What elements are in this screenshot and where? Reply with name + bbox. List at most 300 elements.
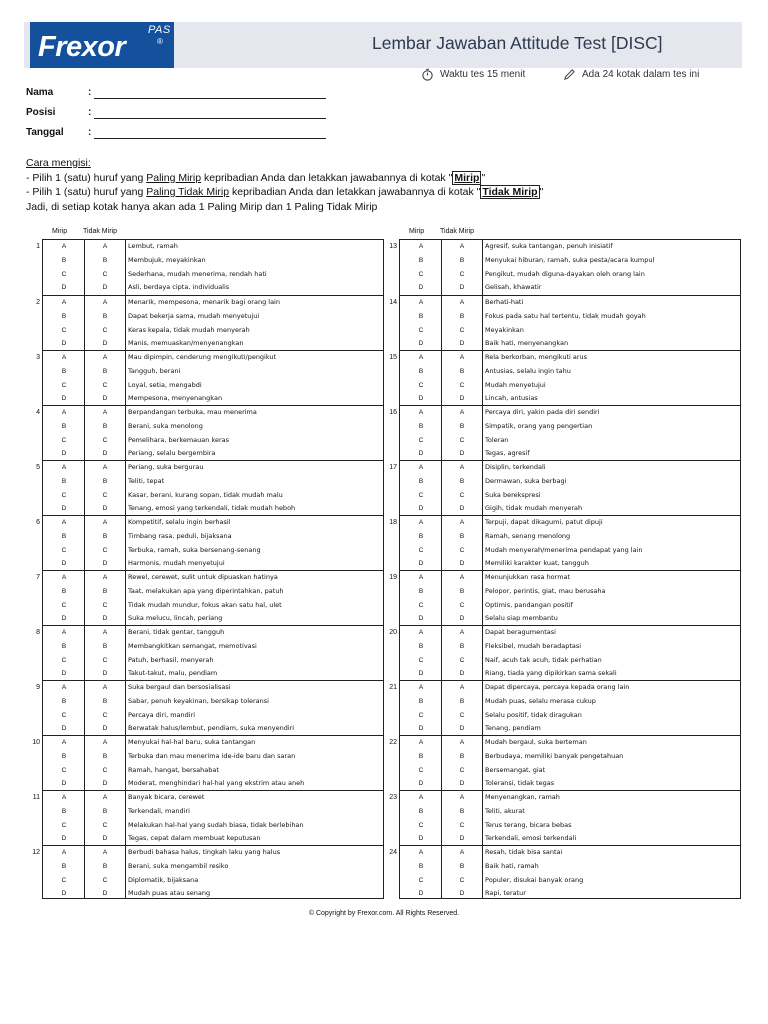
tidak-mirip-choice[interactable]: A bbox=[459, 299, 465, 306]
mirip-choice[interactable]: D bbox=[61, 670, 67, 678]
tidak-mirip-choice[interactable]: C bbox=[459, 326, 465, 334]
mirip-choice[interactable]: A bbox=[418, 684, 424, 691]
answer-row bbox=[43, 557, 383, 571]
tidak-mirip-choice[interactable]: B bbox=[102, 697, 108, 705]
tidak-mirip-choice[interactable]: A bbox=[459, 629, 465, 636]
mirip-choice[interactable]: D bbox=[61, 284, 67, 292]
mirip-choice[interactable]: B bbox=[61, 642, 67, 650]
answer-row bbox=[43, 351, 383, 365]
answer-row bbox=[400, 667, 740, 681]
question-number: 20 bbox=[389, 629, 397, 636]
mirip-choice[interactable]: A bbox=[61, 409, 67, 416]
mirip-choice[interactable]: A bbox=[418, 629, 424, 636]
question-group bbox=[389, 240, 740, 295]
tidak-mirip-choice[interactable]: B bbox=[102, 422, 108, 430]
tidak-mirip-choice[interactable]: D bbox=[102, 450, 108, 458]
question-number: 5 bbox=[36, 464, 40, 471]
tidak-mirip-choice[interactable]: A bbox=[102, 794, 108, 801]
tidak-mirip-choice[interactable]: A bbox=[102, 243, 108, 250]
mirip-choice[interactable]: B bbox=[61, 587, 67, 595]
tidak-mirip-choice[interactable]: A bbox=[102, 849, 108, 856]
statement-text: Memiliki karakter kuat, tangguh bbox=[485, 559, 589, 568]
answer-row bbox=[43, 722, 383, 736]
answer-row bbox=[400, 750, 740, 764]
mirip-choice[interactable]: B bbox=[418, 587, 424, 595]
question-number: 23 bbox=[389, 794, 397, 801]
tidak-mirip-choice[interactable]: B bbox=[459, 807, 465, 815]
mirip-choice[interactable]: A bbox=[61, 243, 67, 250]
tidak-mirip-choice[interactable]: C bbox=[459, 711, 465, 719]
answer-row bbox=[43, 337, 383, 351]
statement-text: Berani, suka mengambil resiko bbox=[128, 861, 229, 870]
answer-row bbox=[400, 392, 740, 406]
mirip-choice[interactable]: D bbox=[61, 560, 67, 568]
mirip-choice[interactable]: A bbox=[61, 684, 67, 691]
tidak-mirip-choice[interactable]: B bbox=[102, 807, 108, 815]
statement-text: Mudah puas atau senang bbox=[128, 889, 211, 898]
answer-row bbox=[400, 557, 740, 571]
question-group bbox=[389, 845, 740, 900]
tidak-mirip-choice[interactable]: C bbox=[102, 546, 108, 554]
mirip-choice[interactable]: A bbox=[418, 354, 424, 361]
tidak-mirip-choice[interactable]: B bbox=[459, 697, 465, 705]
tidak-mirip-choice[interactable]: D bbox=[102, 670, 108, 678]
mirip-choice[interactable]: B bbox=[61, 697, 67, 705]
tidak-mirip-choice[interactable]: D bbox=[459, 890, 465, 898]
tidak-mirip-choice[interactable]: C bbox=[459, 436, 465, 444]
tidak-mirip-choice[interactable]: C bbox=[102, 270, 108, 278]
question-number: 2 bbox=[36, 299, 40, 306]
tidak-mirip-choice[interactable]: D bbox=[102, 615, 108, 623]
statement-text: Mudah menyerah/menerima pendapat yang lain bbox=[485, 545, 643, 554]
answer-row bbox=[43, 502, 383, 516]
statement-text: Lincah, antusias bbox=[485, 394, 538, 403]
mirip-choice[interactable]: C bbox=[61, 656, 67, 664]
tidak-mirip-choice[interactable]: A bbox=[102, 629, 108, 636]
question-group bbox=[389, 405, 740, 460]
mirip-choice[interactable]: D bbox=[418, 284, 424, 292]
answer-row bbox=[43, 544, 383, 558]
mirip-choice[interactable]: D bbox=[418, 560, 424, 568]
mirip-choice[interactable]: C bbox=[418, 326, 424, 334]
mirip-choice[interactable]: A bbox=[418, 849, 424, 856]
time-note-text: Waktu tes 15 menit bbox=[440, 68, 526, 80]
tidak-mirip-choice[interactable]: D bbox=[459, 340, 465, 348]
tidak-mirip-choice[interactable]: A bbox=[459, 464, 465, 471]
mirip-choice[interactable]: D bbox=[61, 615, 67, 623]
tidak-mirip-choice[interactable]: C bbox=[102, 656, 108, 664]
mirip-choice[interactable]: D bbox=[61, 340, 67, 348]
statement-text: Teliti, tepat bbox=[128, 476, 165, 485]
mirip-choice[interactable]: D bbox=[418, 780, 424, 788]
question-number: 4 bbox=[36, 409, 40, 416]
tidak-mirip-choice[interactable]: B bbox=[459, 752, 465, 760]
tidak-mirip-choice[interactable]: D bbox=[102, 340, 108, 348]
answer-row bbox=[400, 777, 740, 791]
mirip-choice[interactable]: C bbox=[61, 876, 67, 884]
statement-text: Periang, suka bergurau bbox=[128, 463, 204, 471]
mirip-choice[interactable]: B bbox=[418, 422, 424, 430]
answer-row bbox=[43, 434, 383, 448]
statement-text: Berani, tidak gentar, tangguh bbox=[128, 628, 225, 636]
mirip-choice[interactable]: C bbox=[418, 436, 424, 444]
question-number: 10 bbox=[32, 739, 40, 746]
mirip-choice[interactable]: C bbox=[61, 270, 67, 278]
statement-text: Kasar, berani, kurang sopan, tidak mudah malu bbox=[128, 490, 283, 499]
statement-text: Teliti, akurat bbox=[485, 806, 525, 815]
tidak-mirip-choice[interactable]: A bbox=[459, 519, 465, 526]
mirip-choice[interactable]: A bbox=[418, 574, 424, 581]
tidak-mirip-choice[interactable]: A bbox=[459, 574, 465, 581]
statement-text: Berbudaya, memiliki banyak pengetahuan bbox=[485, 751, 624, 760]
tidak-mirip-choice[interactable]: C bbox=[102, 876, 108, 884]
field-blank-line[interactable] bbox=[94, 138, 326, 139]
answer-row bbox=[43, 654, 383, 668]
statement-text: Riang, tiada yang dipikirkan sama sekali bbox=[485, 669, 617, 678]
tidak-mirip-choice[interactable]: C bbox=[459, 270, 465, 278]
statement-text: Loyal, setia, mengabdi bbox=[128, 380, 202, 389]
answer-row bbox=[43, 296, 383, 310]
mirip-choice[interactable]: A bbox=[61, 354, 67, 361]
tidak-mirip-choice[interactable]: D bbox=[459, 615, 465, 623]
mirip-choice[interactable]: D bbox=[418, 725, 424, 733]
answer-row bbox=[43, 420, 383, 434]
mirip-choice[interactable]: B bbox=[418, 752, 424, 760]
tidak-mirip-choice[interactable]: B bbox=[459, 256, 465, 264]
frexor-logo bbox=[30, 22, 174, 68]
field-blank-line[interactable] bbox=[94, 98, 326, 99]
question-group bbox=[32, 735, 383, 790]
question-number: 18 bbox=[389, 519, 397, 526]
mirip-choice[interactable]: B bbox=[418, 532, 424, 540]
mirip-choice[interactable]: D bbox=[418, 340, 424, 348]
answer-row bbox=[43, 447, 383, 461]
tidak-mirip-choice[interactable]: D bbox=[102, 284, 108, 292]
tidak-mirip-choice[interactable]: D bbox=[459, 395, 465, 403]
mirip-choice[interactable]: A bbox=[418, 739, 424, 746]
tidak-mirip-choice[interactable]: A bbox=[459, 354, 465, 361]
mirip-choice[interactable]: D bbox=[61, 890, 67, 898]
mirip-choice[interactable]: D bbox=[61, 725, 67, 733]
answer-row bbox=[43, 860, 383, 874]
answer-row bbox=[43, 599, 383, 613]
answer-row bbox=[400, 324, 740, 338]
statement-text: Diplomatik, bijaksana bbox=[128, 875, 199, 884]
answer-row bbox=[400, 585, 740, 599]
mirip-choice[interactable]: B bbox=[418, 312, 424, 320]
answer-row bbox=[43, 626, 383, 640]
question-number: 24 bbox=[389, 849, 397, 856]
tidak-mirip-choice[interactable]: C bbox=[102, 436, 108, 444]
tidak-mirip-choice[interactable]: C bbox=[459, 546, 465, 554]
logo-pas-label: PAS bbox=[148, 24, 171, 36]
tidak-mirip-choice[interactable]: B bbox=[459, 367, 465, 375]
mirip-choice[interactable]: A bbox=[61, 794, 67, 801]
mirip-choice[interactable]: A bbox=[61, 629, 67, 636]
tidak-mirip-choice[interactable]: D bbox=[459, 780, 465, 788]
tidak-mirip-choice[interactable]: D bbox=[459, 670, 465, 678]
mirip-choice[interactable]: B bbox=[61, 477, 67, 485]
tidak-mirip-choice[interactable]: D bbox=[459, 450, 465, 458]
tidak-mirip-choice[interactable]: C bbox=[459, 601, 465, 609]
pencil-icon bbox=[563, 68, 576, 81]
tidak-mirip-choice[interactable]: A bbox=[459, 243, 465, 250]
mirip-choice[interactable]: B bbox=[61, 532, 67, 540]
mirip-choice[interactable]: C bbox=[418, 546, 424, 554]
statement-text: Menyukai hal-hal baru, suka tantangan bbox=[128, 738, 256, 746]
statement-text: Resah, tidak bisa santai bbox=[485, 848, 563, 856]
tidak-mirip-choice[interactable]: A bbox=[102, 684, 108, 691]
tidak-mirip-choice[interactable]: D bbox=[102, 395, 108, 403]
statement-text: Dapat bekerja sama, mudah menyetujui bbox=[128, 311, 260, 320]
tidak-mirip-choice[interactable]: A bbox=[102, 464, 108, 471]
statement-text: Terpuji, dapat dikagumi, patut dipuji bbox=[485, 518, 603, 526]
answer-row bbox=[400, 874, 740, 888]
tidak-mirip-choice[interactable]: D bbox=[102, 505, 108, 513]
mirip-choice[interactable]: A bbox=[418, 299, 424, 306]
mirip-choice[interactable]: A bbox=[418, 794, 424, 801]
tidak-mirip-choice[interactable]: C bbox=[459, 381, 465, 389]
question-number: 12 bbox=[32, 849, 40, 856]
tidak-mirip-choice[interactable]: C bbox=[102, 821, 108, 829]
field-blank-line[interactable] bbox=[94, 118, 326, 119]
tidak-mirip-choice[interactable]: D bbox=[102, 725, 108, 733]
tidak-mirip-choice[interactable]: A bbox=[459, 849, 465, 856]
mirip-choice[interactable]: C bbox=[61, 326, 67, 334]
question-group bbox=[389, 735, 740, 790]
tidak-mirip-choice[interactable]: A bbox=[459, 409, 465, 416]
mirip-choice[interactable]: B bbox=[61, 256, 67, 264]
answer-row bbox=[400, 571, 740, 585]
mirip-choice[interactable]: C bbox=[418, 601, 424, 609]
tidak-mirip-choice[interactable]: D bbox=[102, 890, 108, 898]
answer-row bbox=[43, 392, 383, 406]
mirip-choice[interactable]: B bbox=[418, 697, 424, 705]
mirip-choice[interactable]: A bbox=[61, 739, 67, 746]
mirip-choice[interactable]: A bbox=[61, 299, 67, 306]
mirip-choice[interactable]: D bbox=[418, 615, 424, 623]
answer-row bbox=[400, 626, 740, 640]
mirip-choice[interactable]: C bbox=[61, 711, 67, 719]
question-number: 6 bbox=[36, 519, 40, 526]
mirip-choice[interactable]: D bbox=[61, 505, 67, 513]
answer-row bbox=[400, 281, 740, 295]
mirip-choice[interactable]: B bbox=[61, 862, 67, 870]
statement-text: Ramah, hangat, bersahabat bbox=[128, 765, 219, 774]
question-group bbox=[389, 570, 740, 625]
statement-text: Mudah puas, selalu merasa cukup bbox=[485, 696, 596, 705]
mirip-choice[interactable]: B bbox=[418, 367, 424, 375]
tidak-mirip-choice[interactable]: C bbox=[102, 491, 108, 499]
tidak-mirip-choice[interactable]: B bbox=[102, 477, 108, 485]
mirip-choice[interactable]: C bbox=[418, 711, 424, 719]
tidak-mirip-choice[interactable]: B bbox=[102, 862, 108, 870]
mirip-choice[interactable]: C bbox=[61, 601, 67, 609]
statement-text: Timbang rasa, peduli, bijaksana bbox=[128, 531, 232, 540]
question-group bbox=[389, 295, 740, 350]
statement-text: Berpandangan terbuka, mau menerima bbox=[128, 408, 257, 416]
answer-row bbox=[400, 681, 740, 695]
answer-row bbox=[43, 667, 383, 681]
tidak-mirip-choice[interactable]: D bbox=[102, 780, 108, 788]
answer-row bbox=[43, 324, 383, 338]
tidak-mirip-choice[interactable]: B bbox=[459, 642, 465, 650]
logo-wordmark: Frexor bbox=[38, 31, 126, 63]
statement-text: Berbudi bahasa halus, tingkah laku yang halus bbox=[128, 848, 281, 856]
tidak-mirip-choice[interactable]: B bbox=[459, 477, 465, 485]
statement-text: Tenang, pendiam bbox=[485, 724, 541, 733]
mirip-choice[interactable]: C bbox=[418, 656, 424, 664]
mirip-choice[interactable]: D bbox=[418, 395, 424, 403]
question-group bbox=[389, 625, 740, 680]
tidak-mirip-choice[interactable]: B bbox=[102, 642, 108, 650]
tidak-mirip-choice[interactable]: C bbox=[459, 766, 465, 774]
tidak-mirip-choice[interactable]: B bbox=[102, 752, 108, 760]
answer-row bbox=[43, 819, 383, 833]
mirip-choice[interactable]: D bbox=[418, 670, 424, 678]
statement-text: Membangkitkan semangat, memotivasi bbox=[128, 641, 257, 650]
mirip-choice[interactable]: A bbox=[418, 464, 424, 471]
mirip-choice[interactable]: C bbox=[418, 876, 424, 884]
mirip-choice[interactable]: C bbox=[418, 270, 424, 278]
mirip-choice[interactable]: D bbox=[418, 505, 424, 513]
tidak-mirip-choice[interactable]: A bbox=[102, 299, 108, 306]
mirip-choice[interactable]: A bbox=[418, 519, 424, 526]
mirip-choice[interactable]: A bbox=[418, 409, 424, 416]
tidak-mirip-choice[interactable]: C bbox=[102, 326, 108, 334]
mirip-choice[interactable]: C bbox=[418, 491, 424, 499]
mirip-choice[interactable]: B bbox=[61, 312, 67, 320]
question-number: 22 bbox=[389, 739, 397, 746]
tidak-mirip-choice[interactable]: D bbox=[459, 835, 465, 843]
answer-row bbox=[400, 709, 740, 723]
answer-row bbox=[43, 281, 383, 295]
answer-row bbox=[400, 860, 740, 874]
answer-table-left bbox=[32, 239, 384, 899]
mirip-choice[interactable]: A bbox=[61, 849, 67, 856]
mirip-choice[interactable]: B bbox=[61, 422, 67, 430]
answer-row bbox=[400, 887, 740, 901]
mirip-choice[interactable]: B bbox=[61, 807, 67, 815]
answer-row bbox=[400, 351, 740, 365]
statement-text: Populer, disukai banyak orang bbox=[485, 875, 584, 884]
tidak-mirip-choice[interactable]: C bbox=[102, 711, 108, 719]
mirip-choice[interactable]: C bbox=[61, 436, 67, 444]
tidak-mirip-choice[interactable]: B bbox=[102, 256, 108, 264]
statement-text: Tenang, emosi yang terkendali, tidak mudah heboh bbox=[128, 504, 296, 513]
mirip-choice[interactable]: C bbox=[418, 821, 424, 829]
tidak-mirip-choice[interactable]: C bbox=[102, 766, 108, 774]
question-number: 19 bbox=[389, 574, 397, 581]
mirip-choice[interactable]: C bbox=[61, 381, 67, 389]
mirip-choice[interactable]: D bbox=[61, 450, 67, 458]
mirip-choice[interactable]: C bbox=[61, 546, 67, 554]
tidak-mirip-choice[interactable]: B bbox=[459, 532, 465, 540]
mirip-choice[interactable]: C bbox=[61, 491, 67, 499]
tidak-mirip-choice[interactable]: B bbox=[102, 587, 108, 595]
mirip-choice[interactable]: A bbox=[61, 464, 67, 471]
mirip-choice[interactable]: C bbox=[61, 821, 67, 829]
tidak-mirip-choice[interactable]: B bbox=[459, 587, 465, 595]
tidak-mirip-choice[interactable]: D bbox=[102, 835, 108, 843]
answer-row bbox=[43, 379, 383, 393]
tidak-mirip-choice[interactable]: C bbox=[459, 821, 465, 829]
statement-text: Membujuk, meyakinkan bbox=[128, 255, 206, 264]
question-group bbox=[389, 680, 740, 735]
tidak-mirip-choice[interactable]: C bbox=[102, 381, 108, 389]
mirip-choice[interactable]: D bbox=[61, 835, 67, 843]
mirip-choice[interactable]: A bbox=[61, 574, 67, 581]
answer-table-right bbox=[389, 239, 741, 899]
mirip-choice[interactable]: C bbox=[418, 381, 424, 389]
answer-row bbox=[400, 502, 740, 516]
question-group bbox=[36, 350, 383, 405]
tidak-mirip-choice[interactable]: D bbox=[102, 560, 108, 568]
tidak-mirip-choice[interactable]: D bbox=[459, 505, 465, 513]
mirip-choice[interactable]: B bbox=[418, 477, 424, 485]
mirip-choice[interactable]: A bbox=[61, 519, 67, 526]
tidak-mirip-choice[interactable]: C bbox=[459, 491, 465, 499]
answer-row bbox=[43, 585, 383, 599]
mirip-choice[interactable]: D bbox=[418, 890, 424, 898]
mirip-choice[interactable]: C bbox=[418, 766, 424, 774]
tidak-mirip-choice[interactable]: A bbox=[102, 739, 108, 746]
answer-row bbox=[400, 254, 740, 268]
statement-text: Melakukan hal-hal yang sudah biasa, tidak berlebihan bbox=[128, 820, 304, 829]
mirip-choice[interactable]: B bbox=[418, 807, 424, 815]
mirip-choice[interactable]: D bbox=[418, 835, 424, 843]
mirip-choice[interactable]: C bbox=[61, 766, 67, 774]
tidak-mirip-choice[interactable]: A bbox=[102, 519, 108, 526]
mirip-choice[interactable]: D bbox=[418, 450, 424, 458]
mirip-choice[interactable]: B bbox=[418, 256, 424, 264]
tidak-mirip-choice[interactable]: B bbox=[102, 312, 108, 320]
tidak-mirip-choice[interactable]: C bbox=[459, 876, 465, 884]
column-header-tidak-mirip: Tidak Mirip bbox=[83, 228, 117, 235]
statement-text: Menyukai hiburan, ramah, suka pesta/acara kumpul bbox=[485, 255, 655, 264]
answer-row bbox=[43, 750, 383, 764]
mirip-choice[interactable]: B bbox=[418, 862, 424, 870]
tidak-mirip-choice[interactable]: B bbox=[102, 532, 108, 540]
mirip-choice[interactable]: A bbox=[418, 243, 424, 250]
mirip-choice[interactable]: D bbox=[61, 395, 67, 403]
field-colon: : bbox=[88, 127, 92, 138]
tidak-mirip-choice[interactable]: C bbox=[459, 656, 465, 664]
mirip-choice[interactable]: B bbox=[61, 367, 67, 375]
tidak-mirip-choice[interactable]: A bbox=[459, 684, 465, 691]
question-group bbox=[36, 515, 383, 570]
mirip-choice[interactable]: D bbox=[61, 780, 67, 788]
tidak-mirip-choice[interactable]: D bbox=[459, 284, 465, 292]
tidak-mirip-choice[interactable]: C bbox=[102, 601, 108, 609]
tidak-mirip-choice[interactable]: B bbox=[459, 422, 465, 430]
copyright-footer: © Copyright by Frexor.com. All Rights Reserved. bbox=[308, 910, 460, 917]
tidak-mirip-choice[interactable]: D bbox=[459, 725, 465, 733]
mirip-choice[interactable]: B bbox=[418, 642, 424, 650]
tidak-mirip-choice[interactable]: B bbox=[459, 312, 465, 320]
mirip-choice[interactable]: B bbox=[61, 752, 67, 760]
tidak-mirip-choice[interactable]: A bbox=[459, 739, 465, 746]
statement-text: Pemelihara, berkemauan keras bbox=[128, 435, 230, 444]
tidak-mirip-choice[interactable]: D bbox=[459, 560, 465, 568]
tidak-mirip-choice[interactable]: A bbox=[102, 354, 108, 361]
tidak-mirip-choice[interactable]: A bbox=[102, 409, 108, 416]
tidak-mirip-choice[interactable]: A bbox=[459, 794, 465, 801]
question-group bbox=[36, 240, 383, 295]
tidak-mirip-choice[interactable]: B bbox=[459, 862, 465, 870]
tidak-mirip-choice[interactable]: B bbox=[102, 367, 108, 375]
tidak-mirip-choice[interactable]: A bbox=[102, 574, 108, 581]
